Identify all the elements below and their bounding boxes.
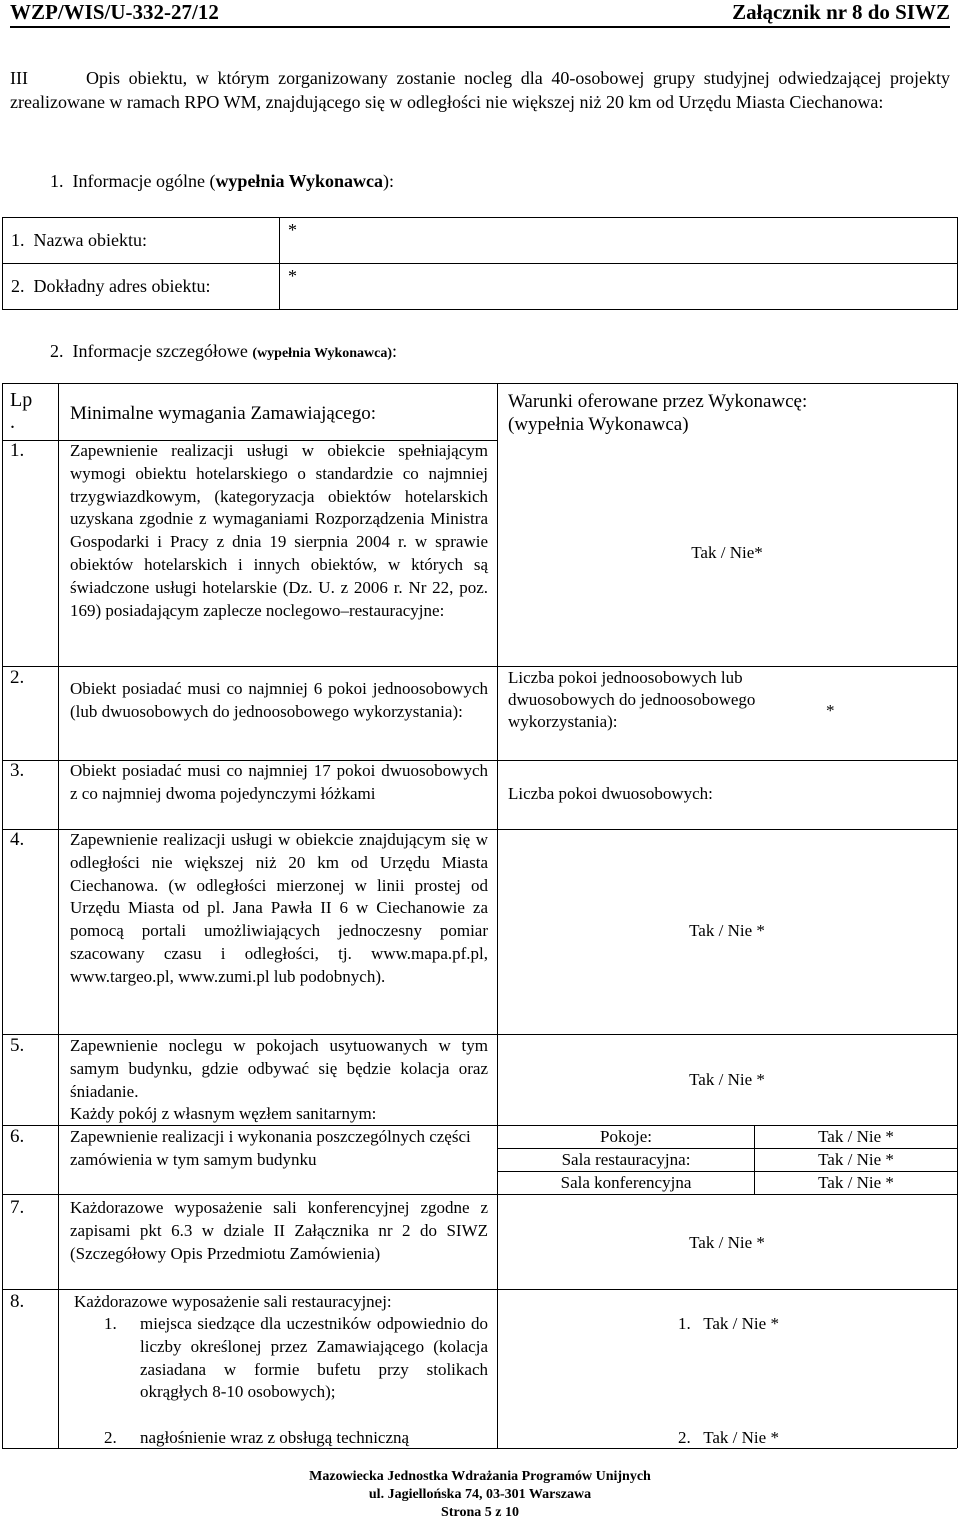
sub-value-rooms[interactable]: Tak / Nie * [818, 1127, 894, 1146]
header-requirements: Minimalne wymagania Zamawiającego: [70, 403, 376, 424]
object-name-label: 1. Nazwa obiektu: [3, 218, 280, 264]
grid-line [2, 666, 957, 667]
offer-value[interactable]: Tak / Nie * [689, 1070, 765, 1089]
object-address-row [3, 264, 958, 310]
page-footer [0, 1468, 960, 1522]
offer-value[interactable]: Tak / Nie* [691, 543, 763, 562]
offer-value[interactable]: Tak / Nie * [689, 1233, 765, 1252]
item-number: 2. [104, 1428, 117, 1447]
requirement-text: Każdorazowe wyposażenie sali restauracyjnej: [74, 1292, 392, 1311]
section-general-heading [50, 171, 394, 192]
sub-label-restaurant: Sala restauracyjna: [561, 1150, 691, 1169]
requirement-text: Każdorazowe wyposażenie sali konferencyjnej zgodne z zapisami pkt 6.3 w dziale II Załącznika nr 2 do SIWZ (Szczegółowy Opis Przedmiotu Zamówienia) [70, 1198, 488, 1263]
item-offer-value[interactable]: 2. Tak / Nie * [678, 1428, 779, 1447]
requirement-text: Zapewnienie realizacji usługi w obiekcie spełniającym wymogi obiektu hotelarskiego o standardzie co najmniej trzygwiazdkowym, (kategoryzacja obiektów hotelarskich uzyskana zgodnie z wymaganiami Rozporządzenia Ministra Gospodarki i Pracy z dnia 19 sierpnia 2004 r. w sprawie obiektów hotelarskich i innych obiektów, w których są świadczone usługi hotelarskie (Dz. U. z 2006 r. Nr 22, poz. 169) posiadającym zaplecze noclegowo–restauracyjne: [70, 441, 488, 620]
item-text: miejsca siedzące dla uczestników odpowiednio do liczby określonej przez Zamawiającego (kolacja zasiadana w formie bufetu przy stolikach okrągłych 8-10 osobowych); [140, 1314, 488, 1402]
intro-number: III [10, 68, 28, 88]
sub-value-conference[interactable]: Tak / Nie * [818, 1173, 894, 1192]
requirement-text: Zapewnienie noclegu w pokojach usytuowanych w tym samym budynku, gdzie odbywać się będzie kolacja oraz śniadanie. [70, 1036, 488, 1101]
row-number: 2. [10, 667, 25, 688]
section-general-suffix: ): [382, 171, 394, 191]
intro-paragraph [10, 66, 950, 114]
row-number: 8. [10, 1291, 25, 1312]
requirement-text: Zapewnienie realizacji i wykonania poszczególnych części zamówienia w tym samym budynku [70, 1127, 471, 1169]
row-number: 6. [10, 1126, 25, 1147]
header-attachment: Załącznik nr 8 do SIWZ [732, 0, 950, 24]
header-offer-title: Warunki oferowane przez Wykonawcę: [508, 391, 808, 412]
sub-label-conference: Sala konferencyjna [560, 1173, 692, 1192]
section-detail-prefix: 2. Informacje szczegółowe [50, 341, 253, 361]
object-address-label: 2. Dokładny adres obiektu: [3, 264, 280, 310]
offer-value[interactable]: * [826, 701, 835, 720]
requirement-text: Obiekt posiadać musi co najmniej 17 pokoi dwuosobowych z co najmniej dwoma pojedynczymi łóżkami [70, 761, 488, 803]
row-number: 7. [10, 1197, 25, 1218]
object-name-value[interactable]: * [280, 218, 958, 264]
requirement-text: Zapewnienie realizacji usługi w obiekcie znajdującym się w odległości nie większej niż 20 km od Urzędu Miasta Ciechanowa. (w odległości mierzonej w linii prostej od Urzędu Miasta od pl. Jana Pawła II 6 w Ciechanowie za pomocą portali umożliwiających jednoczesny pomiar szacowany czasu i odległości, tj. www.mapa.pf.pl, www.targeo.pl, www.zumi.pl lub podobnych). [70, 830, 488, 986]
grid-line [497, 1171, 957, 1172]
footer-page-number: Strona 5 z 10 [441, 1505, 519, 1520]
row-number: 1. [10, 440, 25, 461]
offer-value[interactable]: Tak / Nie * [689, 921, 765, 940]
requirement-text: Obiekt posiadać musi co najmniej 6 pokoi jednoosobowych (lub dwuosobowych do jednoosobowego wykorzystania): [70, 679, 488, 721]
section-general-bold: wypełnia Wykonawca [215, 171, 383, 191]
sub-label-rooms: Pokoje: [600, 1127, 652, 1146]
object-address-value[interactable]: * [280, 264, 958, 310]
item-number: 1. [104, 1314, 117, 1333]
footer-address: ul. Jagiellońska 74, 03-301 Warszawa [368, 1487, 592, 1502]
header-lp-dot: . [10, 411, 15, 433]
grid-line [497, 1148, 957, 1149]
object-table [2, 217, 958, 310]
row-number: 4. [10, 829, 25, 850]
offer-label: Liczba pokoi dwuosobowych: [508, 784, 713, 803]
grid-line [957, 383, 958, 1448]
header-offer-note: (wypełnia Wykonawca) [508, 414, 689, 435]
intro-text: Opis obiektu, w którym zorganizowany zostanie nocleg dla 40-osobowej grupy studyjnej odwiedzającej projekty zrealizowane w ramach RPO WM, znajdującego się w odległości nie większej niż 20 km od Urzędu Miasta Ciechanowa: [10, 68, 950, 112]
header-reference: WZP/WIS/U-332-27/12 [10, 0, 219, 24]
row-number: 3. [10, 760, 25, 781]
header-lp-text: Lp [10, 389, 33, 411]
section-detail-heading [50, 341, 397, 362]
grid-line [2, 383, 957, 384]
sub-value-restaurant[interactable]: Tak / Nie * [818, 1150, 894, 1169]
object-name-row [3, 218, 958, 264]
offer-label: Liczba pokoi jednoosobowych lub dwuosobowych do jednoosobowego wykorzystania): [508, 668, 756, 731]
page-header [10, 0, 950, 28]
item-text: nagłośnienie wraz z obsługą techniczną [140, 1428, 410, 1447]
section-detail-small: (wypełnia Wykonawca) [252, 346, 393, 361]
header-offer [508, 390, 807, 436]
grid-line [2, 1289, 957, 1290]
section-general-prefix: 1. Informacje ogólne ( [50, 171, 216, 191]
header-lp [10, 389, 32, 433]
section-detail-suffix: : [392, 341, 398, 361]
item-offer-value[interactable]: 1. Tak / Nie * [678, 1314, 779, 1333]
footer-institution: Mazowiecka Jednostka Wdrażania Programów Unijnych [309, 1469, 651, 1484]
row-number: 5. [10, 1035, 25, 1056]
requirement-text-sanitary: Każdy pokój z własnym węzłem sanitarnym: [70, 1104, 377, 1123]
grid-line [2, 1194, 957, 1195]
